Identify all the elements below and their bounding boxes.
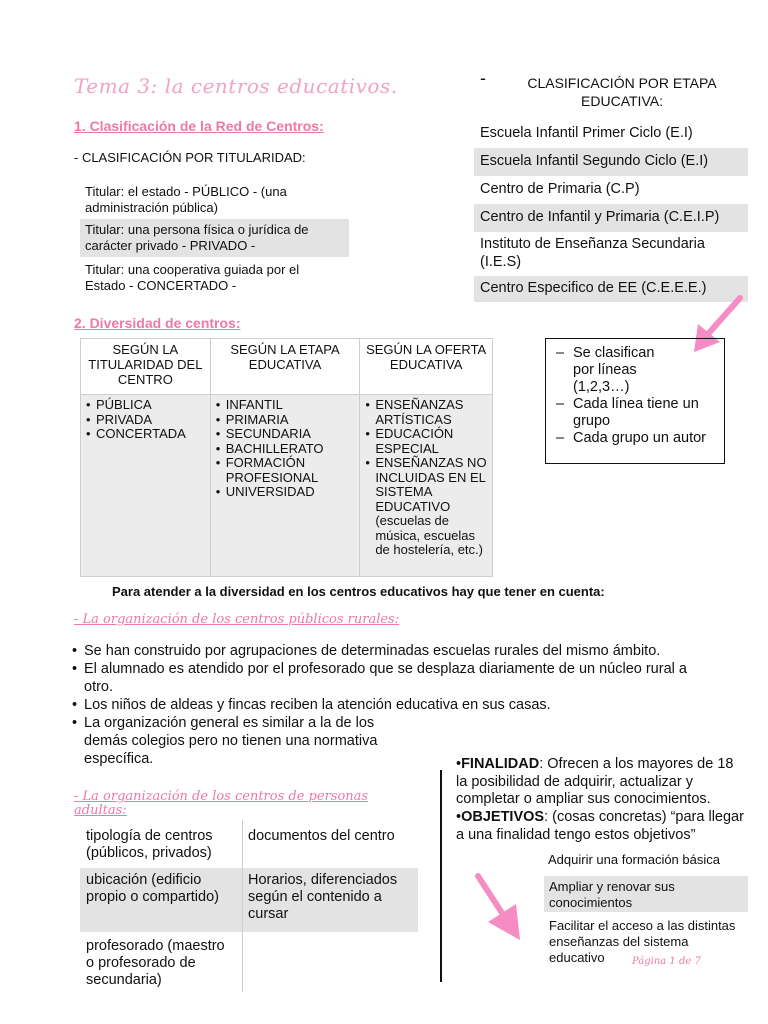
table-cell: Horarios, diferenciados según el contenido a cursar <box>242 868 418 932</box>
table-cell: profesorado (maestro o profesorado de secundaria) <box>86 938 225 988</box>
list-item: • CONCERTADA <box>86 427 205 442</box>
list-item: • ENSEÑANZAS NO INCLUIDAS EN EL SISTEMA EDUCATIVO <box>365 456 487 514</box>
list-item: • La organización general es similar a la de los demás colegios pero no tienen una normativa específica. <box>72 714 412 768</box>
table-cell: documentos del centro <box>248 828 395 844</box>
diversidad-table <box>80 338 493 577</box>
diversidad-note: Para atender a la diversidad en los centros educativos hay que tener en cuenta: <box>112 584 605 599</box>
finalidad-text <box>456 756 748 809</box>
section-1-heading: 1. Clasificación de la Red de Centros: <box>74 118 324 134</box>
list-item: • INFANTIL <box>216 398 355 413</box>
table-header: SEGÚN LA OFERTA EDUCATIVA <box>360 339 493 395</box>
page-number: Página 1 de 7 <box>632 956 701 967</box>
titular-item: Titular: el estado - PÚBLICO - (una administración pública) <box>85 184 287 215</box>
titularidad-subheading: - CLASIFICACIÓN POR TITULARIDAD: <box>74 150 306 165</box>
list-item: • FORMACIÓN PROFESIONAL <box>216 456 355 485</box>
finalidad-label: FINALIDAD <box>461 756 540 772</box>
etapa-item: Instituto de Enseñanza Secundaria (I.E.S) <box>480 236 705 270</box>
table-cell <box>360 395 493 577</box>
table-cell <box>81 395 211 577</box>
vertical-divider <box>440 770 442 982</box>
list-item: • UNIVERSIDAD <box>216 485 355 500</box>
table-cell <box>210 395 360 577</box>
adultos-heading: - La organización de los centros de personas adultas: <box>74 789 369 818</box>
objetivo-item: Facilitar el acceso a las distintas enseñanzas del sistema educativo <box>549 918 736 965</box>
list-item: • SECUNDARIA <box>216 427 355 442</box>
pink-arrow-icon <box>470 870 526 942</box>
etapa-item: Escuela Infantil Primer Ciclo (E.I) <box>480 125 693 141</box>
list-item: – Cada línea tiene un grupo <box>552 396 718 430</box>
titular-item: Titular: una persona física o jurídica de carácter privado - PRIVADO - <box>80 219 349 257</box>
finalidad-bullet: • <box>456 756 462 772</box>
titular-item: Titular: una cooperativa guiada por el Estado - CONCERTADO - <box>85 262 300 293</box>
etapa-item: Centro de Infantil y Primaria (C.E.I.P) <box>474 204 748 232</box>
list-item: • EDUCACIÓN ESPECIAL <box>365 427 487 456</box>
rurales-heading: - La organización de los centros públicos rurales: <box>74 612 400 627</box>
table-header: SEGÚN LA ETAPA EDUCATIVA <box>210 339 360 395</box>
list-item: – Se clasifican por líneas (1,2,3…) <box>552 345 718 396</box>
list-item: • Los niños de aldeas y fincas reciben la atención educativa en sus casas. <box>72 696 672 714</box>
objetivos-bullet: • <box>456 809 462 825</box>
etapa-item: Centro Especifico de EE (C.E.E.E.) <box>474 276 748 302</box>
etapa-item: Escuela Infantil Segundo Ciclo (E.I) <box>474 148 748 176</box>
lineas-box <box>545 338 725 464</box>
oferta-note: (escuelas de música, escuelas de hostelería, etc.) <box>375 513 483 557</box>
list-item: • PÚBLICA <box>86 398 205 413</box>
finalidad-body: : Ofrecen a los mayores de 18 la posibilidad de adquirir, actualizar y completar o ampliar sus conocimientos. <box>456 756 734 807</box>
objetivos-body: : (cosas concretas) “para llegar a una finalidad tengo estos objetivos” <box>456 809 744 843</box>
table-cell <box>242 934 418 992</box>
table-cell: ubicación (edificio propio o compartido) <box>80 868 242 932</box>
list-item: • ENSEÑANZAS ARTÍSTICAS <box>365 398 487 427</box>
objetivos-label: OBJETIVOS <box>461 809 545 825</box>
list-item: • Se han construido por agrupaciones de determinadas escuelas rurales del mismo ámbito. <box>72 642 668 660</box>
page-title: Tema 3: la centros educativos. <box>74 74 398 98</box>
adultos-table <box>80 820 418 992</box>
etapa-heading: CLASIFICACIÓN POR ETAPA EDUCATIVA: <box>527 75 717 109</box>
etapa-item: Centro de Primaria (C.P) <box>480 181 640 197</box>
table-cell: tipología de centros (públicos, privados) <box>86 828 213 861</box>
section-2-heading: 2. Diversidad de centros: <box>74 315 241 331</box>
list-item: • El alumnado es atendido por el profesorado que se desplaza diariamente de un núcleo rural a otro. <box>72 660 692 696</box>
objetivos-text <box>456 809 748 844</box>
column-divider <box>242 820 243 992</box>
list-item: • PRIVADA <box>86 413 205 428</box>
etapa-dash: - <box>480 68 486 88</box>
objetivo-item: Adquirir una formación básica <box>548 852 720 867</box>
list-item: • PRIMARIA <box>216 413 355 428</box>
rurales-list <box>72 642 687 768</box>
objetivo-item: Ampliar y renovar sus conocimientos <box>544 876 748 912</box>
list-item: – Cada grupo un autor <box>552 430 718 447</box>
table-header: SEGÚN LA TITULARIDAD DEL CENTRO <box>81 339 211 395</box>
list-item: • BACHILLERATO <box>216 442 355 457</box>
